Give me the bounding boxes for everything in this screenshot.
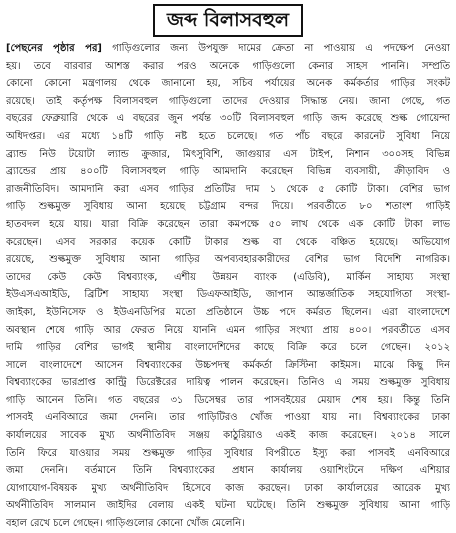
article-line bbox=[6, 427, 450, 445]
article-line bbox=[6, 409, 450, 427]
headline-area bbox=[4, 0, 452, 40]
article-line-text: ব্র্যান্ডের প্রায় ৪০০টি বিলাসবহুল গাড়ি আমদানি করেছেন বিভিন্ন ব্যবসায়ী, ক্রীড়াবিদ ও bbox=[6, 166, 450, 178]
article-line bbox=[6, 93, 450, 111]
article-line-text: হয়। তবে বারবার আশস্ত করার পরও অনেকে গাড়িগুলো কেনার সাহস পাননি। সম্প্রতি bbox=[6, 60, 450, 72]
article-line-text: জমা দেননি। বর্তমানে তিনি বিশ্বব্যাংকের প্রধান কার্যালয় ওয়াশিংটনে দক্ষিণ এশিয়ার bbox=[6, 465, 450, 477]
article-line-text: যোগাযোগ-বিষয়ক মুখ্য অর্থনীতিবিদ হিসেবে কাজ করছেন। ঢাকা কার্যালয়ের আরেক মুখ্য bbox=[6, 482, 450, 494]
article-line-text: গাড়ি আনেন তিনি। গত বছরের ৩১ ডিসেম্বর তার পাসবইয়ের মেয়াদ শেষ হয়। কিন্তু তিনি bbox=[6, 394, 450, 406]
article-line-text: গাড়ি শুল্কমুক্ত সুবিধায় আনা হয়েছে চট্টগ্রাম বন্দর দিয়ে। পরবর্তীতে ৮০ শতাংশ গাড়িই bbox=[6, 201, 450, 213]
article-line-text: অধিদপ্তর। এর মধ্যে ১৪টি গাড়ি নষ্ট হতে চলেছে। গত পাঁচ বছরে কারনেট সুবিধা নিয়ে bbox=[6, 130, 450, 142]
article-line bbox=[6, 374, 450, 392]
article-line bbox=[6, 181, 450, 199]
article-line-text: পাসবই এনবিআরে জমা দেননি। তার গাড়িটিরও খোঁজ পাওয়া যায় না। বিশ্বব্যাংকের ঢাকা bbox=[6, 412, 450, 424]
article-line-text: তিনি ফিরে যাওয়ার সময় শুল্কমুক্ত গাড়ির সুবিধার বিপরীতে ইস্যু করা পাসবই এনবিআরে bbox=[6, 447, 450, 459]
article-line-text: সালে বাংলাদেশে আসেন বিশ্বব্যাংকের উচ্চপদস্থ কর্মকর্তা ক্রিস্টিনা কাইমস। মাঝে কিছু দিন bbox=[6, 359, 450, 371]
article-line bbox=[6, 304, 450, 322]
article-line bbox=[6, 234, 450, 252]
article-line bbox=[6, 286, 450, 304]
article-body bbox=[4, 40, 452, 533]
article-line-text: অর্থনীতিবিদ সালমান জাইদির বেলায় একই ঘটনা ঘটেছে। তিনি শুল্কমুক্ত সুবিধায় আনা গাড়ি bbox=[6, 500, 450, 512]
article-line bbox=[6, 163, 450, 181]
article-line bbox=[6, 216, 450, 234]
headline: জব্দ বিলাসবহুল bbox=[153, 4, 303, 37]
article-line bbox=[6, 40, 450, 58]
article-line-text: কার্যালয়ের সাবেক মুখ্য অর্থনীতিবিদ সঞ্জয় কাঠুরিয়াও একই কাজ করেছেন। ২০১৪ সালে bbox=[6, 430, 450, 442]
article-line-text: হাতবদল হয়ে যায়। যারা বিক্রি করেছেন তারা কমপক্ষে ৫০ লাখ থেকে এক কোটি টাকা লাভ bbox=[6, 218, 450, 230]
article-line-text: রয়েছে, শুল্কমুক্ত সুবিধায় আনা গাড়ির অপব্যবহারকারীদের বেশির ভাগ বিদেশি নাগরিক। bbox=[6, 254, 450, 266]
article-line-text: বহাল রেখে চলে গেছেন। গাড়িগুলোর কোনো খোঁজ মেলেনি। bbox=[6, 518, 245, 530]
article-line bbox=[6, 339, 450, 357]
article-line bbox=[6, 75, 450, 93]
article-line-text: দামি গাড়ির বেশির ভাগই স্থানীয় বাংলাদেশিদের কাছে বিক্রি করে চলে গেছেন। ২০১২ bbox=[6, 342, 450, 354]
article-line-text: রয়েছে। তাই কর্তৃপক্ষ বিলাসবহুল গাড়িগুলো তাদের দেওয়ার সিদ্ধান্ত নেয়। জানা গেছে, গত bbox=[6, 95, 450, 107]
article-line-text: ব্র্যান্ড নিউ টয়োটা ল্যান্ড ক্রুজার, মিৎসুবিশি, জাগুয়ার এস টাইপ, নিশান ৩০০সহ বিভিন্ন bbox=[6, 148, 450, 160]
article-line-text: বছরের ফেব্রুয়ারি থেকে এ বছরের জুন পর্যন্ত ৩০টি বিলাসবহুল গাড়ি জব্দ করেছে শুল্ক গোয়েন্দা bbox=[6, 113, 450, 125]
article-line bbox=[6, 480, 450, 498]
continued-from-back-page-tag: [পেছনের পৃষ্ঠার পর] bbox=[6, 43, 102, 54]
article-line-text: ইউএসএআইডি, ব্রিটিশ সাহায্য সংস্থা ডিএফআইডি, জাপান আন্তর্জাতিক সহযোগিতা সংস্থা- bbox=[6, 289, 450, 301]
article-line bbox=[6, 110, 450, 128]
article-line bbox=[6, 146, 450, 164]
article-line-text: অবস্থান শেষে গাড়ি আর ফেরত নিয়ে যাননি এমন গাড়ির সংখ্যা প্রায় ৪০০। পরবর্তীতে এসব bbox=[6, 324, 450, 336]
article-line bbox=[6, 515, 450, 533]
article-line-text: বিশ্বব্যাংকের ভারপ্রাপ্ত কান্ট্রি ডিরেক্টরের দায়িত্ব পালন করেছেন। তিনিও এ সময় শুল্কমুক্ত সুবিধায় bbox=[6, 377, 450, 389]
article-line bbox=[6, 128, 450, 146]
article-line-text: রাজনীতিবিদ। আমদানি করা এসব গাড়ির প্রতিটির দাম ১ থেকে ৫ কোটি টাকা। বেশির ভাগ bbox=[6, 183, 450, 195]
article-line bbox=[6, 251, 450, 269]
article-line bbox=[6, 497, 450, 515]
article-line bbox=[6, 392, 450, 410]
article-line-text: গাড়িগুলোর জন্য উপযুক্ত দামের ক্রেতা না পাওয়ায় এ পদক্ষেপ নেওয়া bbox=[101, 43, 450, 54]
article-line bbox=[6, 322, 450, 340]
article-line bbox=[6, 269, 450, 287]
article-line bbox=[6, 357, 450, 375]
article-line-text: জাইকা, ইউনিসেফ ও ইউএনডিপির মতো প্রতিষ্ঠানে উচ্চ পদে কর্মরত ছিলেন। এরা বাংলাদেশে bbox=[6, 306, 450, 318]
article-line bbox=[6, 445, 450, 463]
article-line bbox=[6, 58, 450, 76]
article-line bbox=[6, 198, 450, 216]
article-line bbox=[6, 462, 450, 480]
article-line-text: করেছেন। এসব সরকার কয়েক কোটি টাকার শুল্ক বা থেকে বঞ্চিত হয়েছে। অভিযোগ bbox=[6, 236, 450, 248]
article-line-text: কোনো কোনো মন্ত্রণালয় থেকে জানানো হয়, সচিব পর্যায়ের অনেক কর্মকর্তার গাড়ির সংকট bbox=[6, 78, 450, 90]
article-line-text: তাদের কেউ কেউ বিশ্বব্যাংক, এশীয় উন্নয়ন ব্যাংক (এডিবি), মার্কিন সাহায্য সংস্থা bbox=[6, 271, 450, 283]
